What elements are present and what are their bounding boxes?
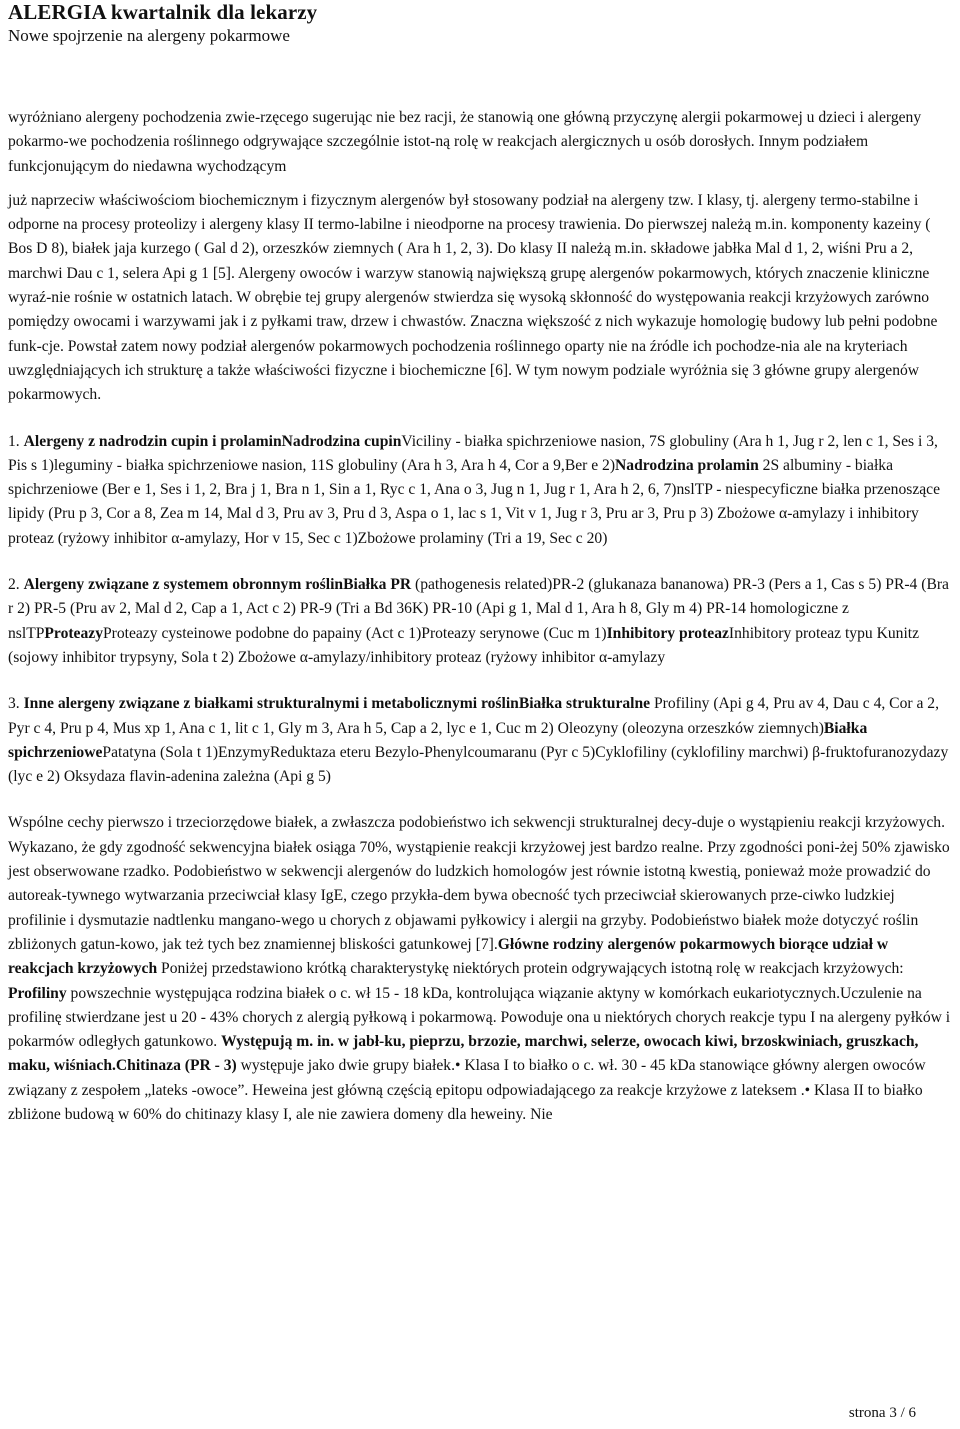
- article-title: Nowe spojrzenie na alergeny pokarmowe: [8, 26, 290, 45]
- section-2-heading: Alergeny związane z systemem obronnym roślinBiałka PR: [23, 576, 412, 594]
- page-number: strona 3 / 6: [848, 1405, 916, 1421]
- section-2-text-c: Inhibitory proteaz typu Kunitz (sojowy inhibitor trypsyny, Sola t 2) Zbożowe α-amylazy/inhibitory proteaz (ryżowy inhibitor α-amylazy: [8, 624, 920, 666]
- section-2-subheading-inhibitors: Inhibitory proteaz: [606, 624, 729, 642]
- crossreactions-text-a: Wspólne cechy pierwszo i trzeciorzędowe białek, a zwłaszcza podobieństwo ich sekwencji strukturalnej decy-duje o wystąpieniu reakcji krzyżowych. Wykazano, że gdy zgodność sekwencyjna białek osiąga 70%, wystąpienie reakcji krzyżowej jest bardzo realne. Przy zgodności poni-żej 50% zjawisko jest obserwowane rzadko. Podobieństwo w sekwencji alergenów do ludzkich homologów jest równie istotną kwestią, ponieważ może prowadzić do autoreak-tywnego wytwarzania przeciwciał klasy IgE, czego przykła-dem bywa obecność tych przeciwciał skierowanych prze-ciwko ludzkiej profilinie i dysmutazie nadtlenku mangano-wego u chorych z objawami pyłkowicy i alergii na grzyby. Podobieństwo białek może dotyczyć roślin zbliżonych gatun-kowo, jak też tych bez znamiennej bliskości gatunkowej [7].: [8, 814, 950, 953]
- crossreactions-text-b: Poniżej przedstawiono krótką charakterystykę niektórych protein odgrywających istotną rolę w reakcjach krzyżowych:: [157, 960, 904, 978]
- section-2-number: 2.: [8, 576, 24, 594]
- chitinaza-heading: Chitinaza (PR - 3): [115, 1057, 237, 1075]
- section-2-text-a: (pathogenesis related)PR-2 (glukanaza bananowa) PR-3 (Pers a 1, Cas s 5) PR-4 (Bra r 2) PR-5 (Pru av 2, Mal d 2, Cap a 1, Act c 2) PR-9 (Tri a Bd 36K) PR-10 (Api g 1, Mal d 1, Ara h 8, Gly m 4) PR-14 homologiczne z nslTP: [8, 576, 949, 642]
- profiliny-occurrence: Występują m. in. w jabł-ku, pieprzu, brzozie, marchwi, selerze, owocach kiwi, brzoskwiniach, gruszkach, maku, wiśniach.: [8, 1033, 919, 1075]
- section-1-number: 1.: [8, 432, 24, 450]
- chitinaza-text: występuje jako dwie grupy białek.• Klasa I to białko o c. wł. 30 - 45 kDa stanowiące główny alergen owoców związany z zespołem „lateks -owoce”. Heweina jest główną częścią epitopu odpowiadającego za reakcje krzyżowe z lateksem .• Klasa II to białko zbliżone budową w 60% do chitinazy klasy I, ale nie zawiera domeny dla heweiny. Nie: [8, 1057, 926, 1123]
- section-3-subheading: Białka spichrzeniowe: [8, 719, 868, 761]
- section-1-text-b: 2S albuminy - białka spichrzeniowe (Ber e 1, Ses i 1, 2, Bra j 1, Bra n 1, Sin a 1, Ryc c 1, Ana o 3, Jug n 1, Jug r 1, Ara h 2, 6, 7)nslTP - niespecyficzne białka przenoszące lipidy (Pru p 3, Cor a 8, Zea m 14, Mal d 3, Pru av 3, Pru d 3, Aspa o 1, lac s 1, Vit v 1, Jug r 3, Pru ar 3, Pru p 3) Zbożowe α-amylazy i inhibitory proteaz (ryżowy inhibitor α-amylazy, Hor v 15, Sec c 1)Zbożowe prolaminy (Tri a 19, Sec c 20): [8, 456, 941, 547]
- section-1-text-a: Viciliny - białka spichrzeniowe nasion, 7S globuliny (Ara h 1, Jug r 2, len c 1, Ses i 3, Pis s 1)leguminy - białka spichrzeniowe nasion, 11S globuliny (Ara h 3, Ara h 4, Cor a 9,Ber e 2): [8, 432, 938, 474]
- section-3-number: 3.: [8, 695, 24, 713]
- article-body: [8, 106, 954, 1127]
- section-1-heading: Alergeny z nadrodzin cupin i prolaminNadrodzina cupin: [23, 432, 402, 450]
- profiliny-heading: Profiliny: [8, 984, 67, 1002]
- journal-title: ALERGIA kwartalnik dla lekarzy: [8, 0, 318, 24]
- section-3-text-a: Profiliny (Api g 4, Pru av 4, Dau c 4, Cor a 2, Pyr c 4, Pru p 4, Mus xp 1, Ana c 1, lit c 1, Gly m 3, Ara h 5, Cap a 2, lyc e 1, Cuc m 2) Oleozyny (oleozyna orzeszków ziemnych): [8, 695, 939, 737]
- section-3: [8, 692, 954, 789]
- crossreactions-heading: Główne rodziny alergenów pokarmowych biorące udział w reakcjach krzyżowych: [8, 935, 889, 978]
- paragraph-1: wyróżniano alergeny pochodzenia zwie-rzęcego sugerując nie bez racji, że stanowią one główną przyczynę alergii pokarmowej u dzieci i alergeny pokarmo-we pochodzenia roślinnego odgrywające szczególnie istot-ną rolę w reakcjach alergicznych u osób dorosłych. Innym podziałem funkcjonującym do niedawna wychodzącym: [8, 109, 922, 175]
- paragraph-crossreactions: [8, 811, 954, 1127]
- section-2-subheading-proteases: Proteazy: [44, 624, 103, 642]
- section-2-text-b: Proteazy cysteinowe podobne do papainy (Act c 1)Proteazy serynowe (Cuc m 1): [103, 624, 607, 642]
- section-1: [8, 430, 954, 551]
- paragraph-2: już naprzeciw właściwościom biochemicznym i fizycznym alergenów był stosowany podział na alergeny tzw. I klasy, tj. alergeny termo-stabilne i odporne na procesy proteolizy i alergeny klasy II termo-labilne i nieodporne na procesy trawienia. Do pierwszej należą m.in. komponenty kazeiny ( Bos D 8), białek jaja kurzego ( Gal d 2), orzeszków ziemnych ( Ara h 1, 2, 3). Do klasy II należą m.in. składowe jabłka Mal d 1, 2, wiśni Pru a 2, marchwi Dau c 1, selera Api g 1 [5]. Alergeny owoców i warzyw stanowią największą grupę alergenów pokarmowych, których znaczenie kliniczne wyraź-nie rośnie w ostatnich latach. W obrębie tej grupy alergenów stwierdza się wysoką skłonność do występowania reakcji krzyżowych zarówno pomiędzy owocami i warzywami jak i z pyłkami traw, drzew i chwastów. Znaczna większość z nich wykazuje homologię budowy lub pełni podobne funk-cje. Powstał zatem nowy podział alergenów pokarmowych pochodzenia roślinnego oparty nie na źródle ich pochodze-nia ale na kryteriach uwzględniających ich strukturę a także właściwości fizyczne i biochemiczne [6]. W tym nowym podziale wyróżnia się 3 główne grupy alergenów pokarmowych.: [8, 191, 938, 404]
- section-1-subheading: Nadrodzina prolamin: [615, 456, 759, 474]
- section-3-heading: Inne alergeny związane z białkami strukturalnymi i metabolicznymi roślinBiałka strukturalne: [23, 695, 651, 713]
- section-3-text-b: Patatyna (Sola t 1)EnzymyReduktaza eteru Bezylo-Phenylcoumaranu (Pyr c 5)Cyklofiliny (cyklofiliny marchwi) β-fruktofuranozydazy (lyc e 2) Oksydaza flavin-adenina zależna (Api g 5): [8, 743, 949, 786]
- page-header: [8, 0, 317, 47]
- profiliny-text: powszechnie występująca rodzina białek o c. wł 15 - 18 kDa, kontrolująca wiązanie aktyny w komórkach eukariotycznych.Uczulenie na profilinę stwierdzane jest u 20 - 43% chorych z alergią pyłkową i pokarmową. Powoduje ona u niektórych chorych reakcje typu I na alergeny pyłków i pokarmów odległych gatunkowo.: [8, 984, 951, 1051]
- section-2: [8, 573, 954, 670]
